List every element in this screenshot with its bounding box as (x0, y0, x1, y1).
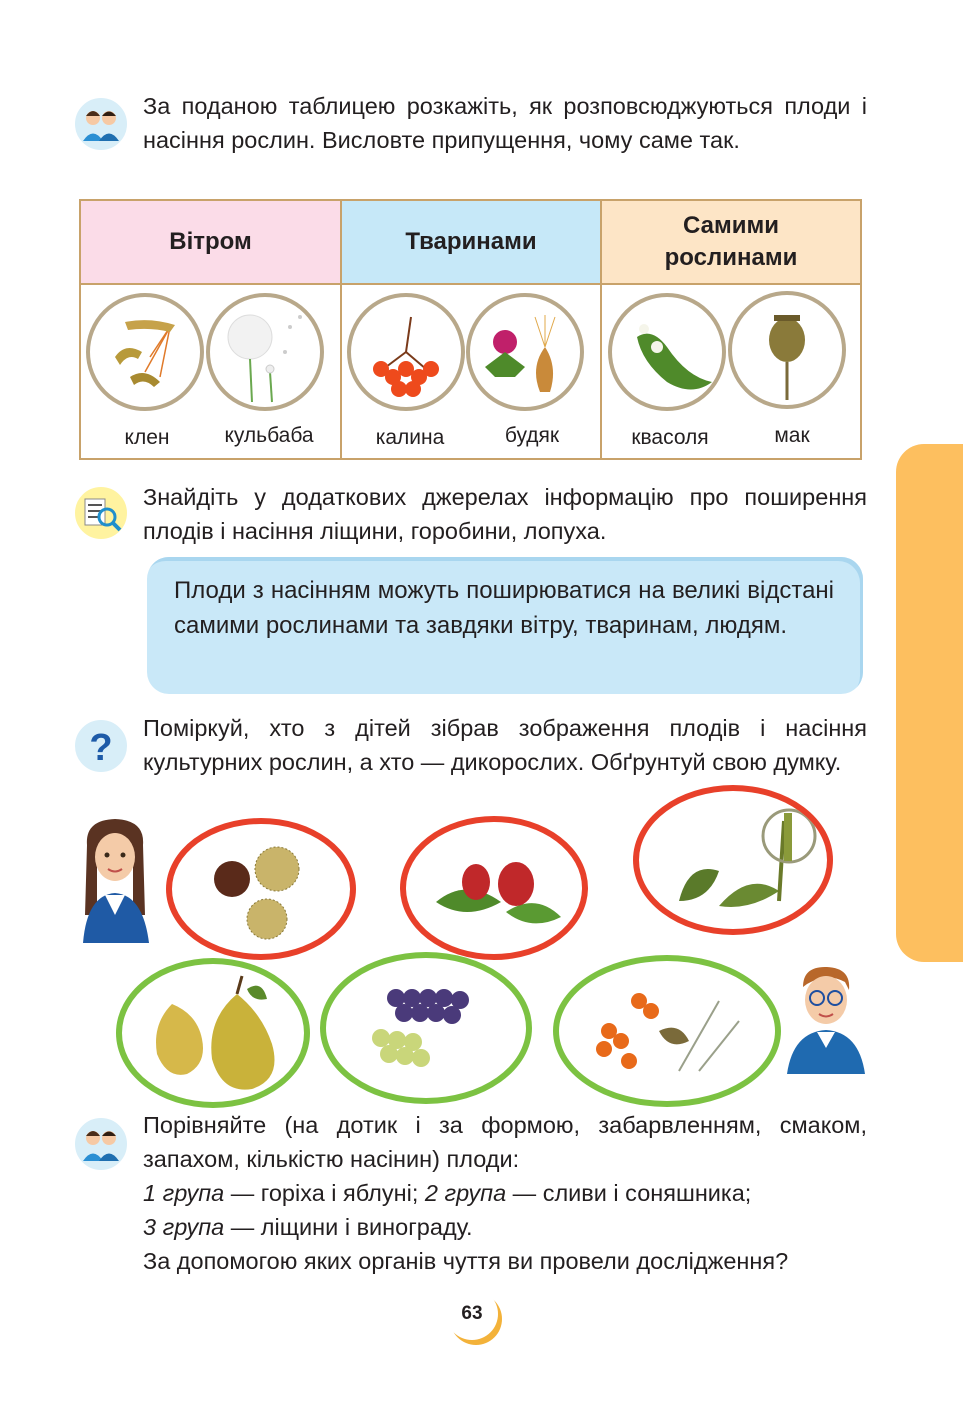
research-icon (73, 485, 129, 541)
info-box-text: Плоди з насінням можуть поширюватися на великі відстані самими рослинами та завдяки вітру, тваринам, людям. (174, 577, 834, 639)
question-icon (73, 718, 129, 774)
section3-text (143, 711, 867, 779)
label-viburnum: калина (375, 426, 445, 449)
thistle-image (466, 293, 584, 411)
section2-text (143, 480, 867, 548)
girl-illustration (75, 815, 157, 943)
group2-text: — сливи і соняшника; (506, 1180, 752, 1206)
section4-text (143, 1108, 867, 1278)
group3-text: — ліщини і винограду. (224, 1214, 473, 1240)
cell-animals (342, 285, 602, 458)
header-wind: Вітром (81, 201, 342, 285)
wild-oval-rosehip (400, 816, 588, 960)
section4-group3-line (143, 1210, 867, 1244)
label-thistle: будяк (504, 424, 560, 447)
maple-image (86, 293, 204, 411)
section2-paragraph: Знайдіть у додаткових джерелах інформацію про поширення плодів і насіння ліщини, горобини, лопуха. (143, 484, 867, 544)
cell-self (602, 285, 860, 458)
label-poppy: мак (774, 424, 810, 447)
pair-work-icon-2 (73, 1116, 129, 1172)
group1-label: 1 група (143, 1180, 225, 1206)
cell-wind (81, 285, 342, 458)
group2-label: 2 група (424, 1180, 507, 1206)
label-dandelion: кульбаба (224, 424, 314, 447)
poppy-image (728, 291, 846, 409)
wild-oval-plantain (633, 785, 833, 935)
pair-work-icon (73, 96, 129, 152)
boy-illustration (785, 962, 867, 1074)
side-tab (896, 444, 963, 962)
cultivated-oval-pear (116, 958, 310, 1108)
section4-intro: Порівняйте (на дотик і за формою, забарвленням, смаком, запахом, кількістю насінин) плоди: (143, 1112, 867, 1172)
cultivated-oval-sea-buckthorn (553, 955, 781, 1107)
viburnum-image (347, 293, 465, 411)
wild-oval-chestnut (166, 818, 356, 960)
section4-groups-line (143, 1176, 867, 1210)
section1-paragraph: За поданою таблицею розкажіть, як розповсюджуються плоди і насіння рослин. Висловте припущення, чому саме так. (143, 93, 867, 153)
header-self: Самими рослинами (602, 201, 860, 285)
dandelion-image (206, 293, 324, 411)
info-box (147, 557, 863, 694)
label-bean: квасоля (631, 426, 709, 449)
section4-question: За допомогою яких органів чуття ви провели дослідження? (143, 1248, 789, 1274)
label-maple: клен (124, 426, 170, 449)
bean-image (608, 293, 726, 411)
group3-label: 3 група (143, 1214, 225, 1240)
cultivated-oval-grapes (320, 952, 532, 1104)
group1-text: — горіха і яблуні; (224, 1180, 425, 1206)
page-number: 63 (446, 1288, 498, 1340)
question-glyph: ? (89, 727, 113, 769)
section3-paragraph: Поміркуй, хто з дітей зібрав зображення плодів і насіння культурних рослин, а хто — дикорослих. Обґрунтуй свою думку. (143, 715, 867, 775)
header-animals: Тваринами (342, 201, 602, 285)
dispersal-table (79, 199, 862, 460)
section1-text (143, 89, 867, 157)
